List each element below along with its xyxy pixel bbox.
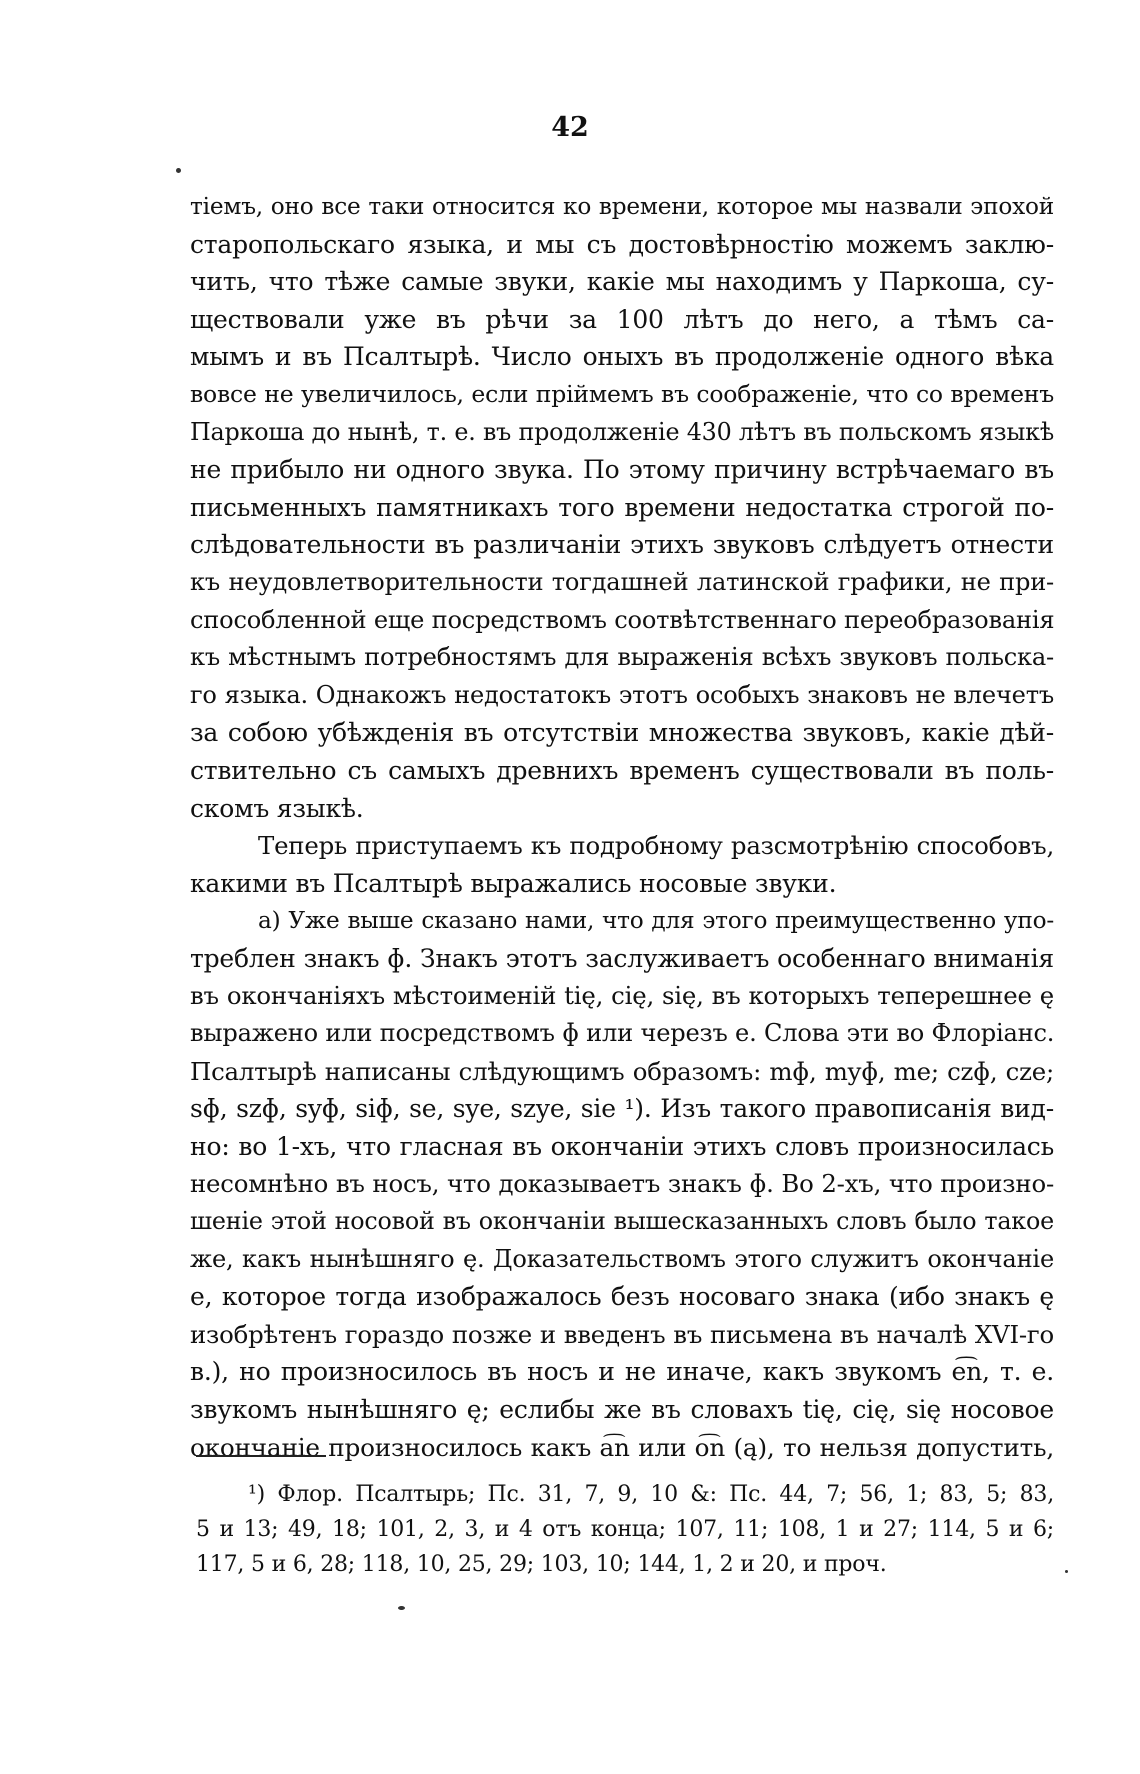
text-line: способленной еще посредствомъ соотвѣтственнаго переобразованія [190,605,1054,634]
footnotes [196,1477,1054,1582]
text-line: къ мѣстнымъ потребностямъ для выраженія всѣхъ звуковъ польска- [190,643,1054,672]
print-speck [398,1606,405,1610]
text-line: изобрѣтенъ гораздо позже и введенъ въ письмена въ началѣ XVI-го [190,1319,1054,1349]
text-line: треблен знакъ ɸ. Знакъ этотъ заслуживаетъ особеннаго вниманія [190,943,1054,973]
text-line: не прибыло ни одного звука. По этому причину встрѣчаемаго въ [190,455,1054,485]
text-line: окончаніе произносилось какъ a͡n или o͡n (ą), то нельзя допустить, [190,1432,1054,1462]
text-line: выражено или посредствомъ ɸ или черезъ e. Слова эти во Флоріанс. [190,1019,1054,1048]
text-line: e, которое тогда изображалось безъ носоваго знака (ибо знакъ ę [190,1282,1054,1312]
paragraph-start-line: Теперь приступаемъ къ подробному разсмотрѣнію способовъ, [258,831,1054,861]
text-line: но: во 1-хъ, что гласная въ окончаніи этихъ словъ произносилась [190,1131,1054,1161]
footnote-line: ¹) Флор. Псалтырь; Пс. 31, 7, 9, 10 &: Пс. 44, 7; 56, 1; 83, 5; 83, [248,1482,1054,1507]
text-line: письменныхъ памятникахъ того времени недостатка строгой по- [190,492,1054,522]
text-line: звукомъ нынѣшняго ę; еслибы же въ словахъ tię, cię, się носовое [190,1395,1054,1424]
text-line: какими въ Псалтырѣ выражались носовые звуки. [190,868,837,898]
text-line: мымъ и въ Псалтырѣ. Число оныхъ въ продолженіе одного вѣка [190,342,1054,372]
text-line: чить, что тѣже самые звуки, какіе мы находимъ у Паркоша, су- [190,267,1054,297]
paragraph-start-line: а) Уже выше сказано нами, что для этого преимущественно упо- [258,907,1054,935]
footnote-line: 117, 5 и 6, 28; 118, 10, 25, 29; 103, 10; 144, 1, 2 и 20, и проч. [196,1552,887,1577]
footnote-line: 5 и 13; 49, 18; 101, 2, 3, и 4 отъ конца; 107, 11; 108, 1 и 27; 114, 5 и 6; [196,1517,1054,1542]
text-line: же, какъ нынѣшняго ę. Доказательствомъ этого служитъ окончаніе [190,1244,1054,1273]
text-line: sɸ, szɸ, syɸ, siɸ, se, sye, szye, sie ¹). Изъ такого правописанія вид- [190,1094,1054,1124]
text-line: за собою убѣжденія въ отсутствіи множества звуковъ, какіе дѣй- [190,718,1054,748]
text-line: старопольскаго языка, и мы съ достовѣрностію можемъ заклю- [190,229,1054,259]
text-line: го языка. Однакожъ недостатокъ этотъ особыхъ знаковъ не влечетъ [190,680,1054,709]
text-line: Паркоша до нынѣ, т. е. въ продолженіе 430 лѣтъ въ польскомъ языкѣ [190,417,1054,446]
page-number: 42 [551,112,589,143]
text-line: шеніе этой носовой въ окончаніи вышесказанныхъ словъ было такое [190,1207,1054,1236]
text-line: тіемъ, оно все таки относится ко времени, которое мы назвали эпохой [190,193,1054,220]
text-line: Псалтырѣ написаны слѣдующимъ образомъ: mɸ, myɸ, me; czɸ, cze; [190,1056,1054,1086]
footnote-divider [196,1455,326,1457]
text-line: вовсе не увеличилось, если пріймемъ въ соображеніе, что со временъ [190,379,1054,408]
print-speck [1065,1570,1068,1573]
text-line: въ окончаніяхъ мѣстоименій tię, cię, się, въ которыхъ теперешнее ę [190,981,1054,1011]
text-line: скомъ языкѣ. [190,793,364,823]
text-line: ществовали уже въ рѣчи за 100 лѣтъ до него, а тѣмъ са- [190,304,1054,334]
text-line: несомнѣно въ носъ, что доказываетъ знакъ ɸ. Во 2-хъ, что произно- [190,1169,1054,1199]
text-line: слѣдовательности въ различаніи этихъ звуковъ слѣдуетъ отнести [190,530,1054,560]
text-line: къ неудовлетворительности тогдашней латинской графики, не при- [190,567,1054,596]
text-line: в.), но произносилось въ носъ и не иначе, какъ звукомъ e͡n, т. е. [190,1357,1054,1387]
main-text [190,188,1054,1466]
print-speck [176,168,181,173]
text-line: ствительно съ самыхъ древнихъ временъ существовали въ поль- [190,755,1054,785]
